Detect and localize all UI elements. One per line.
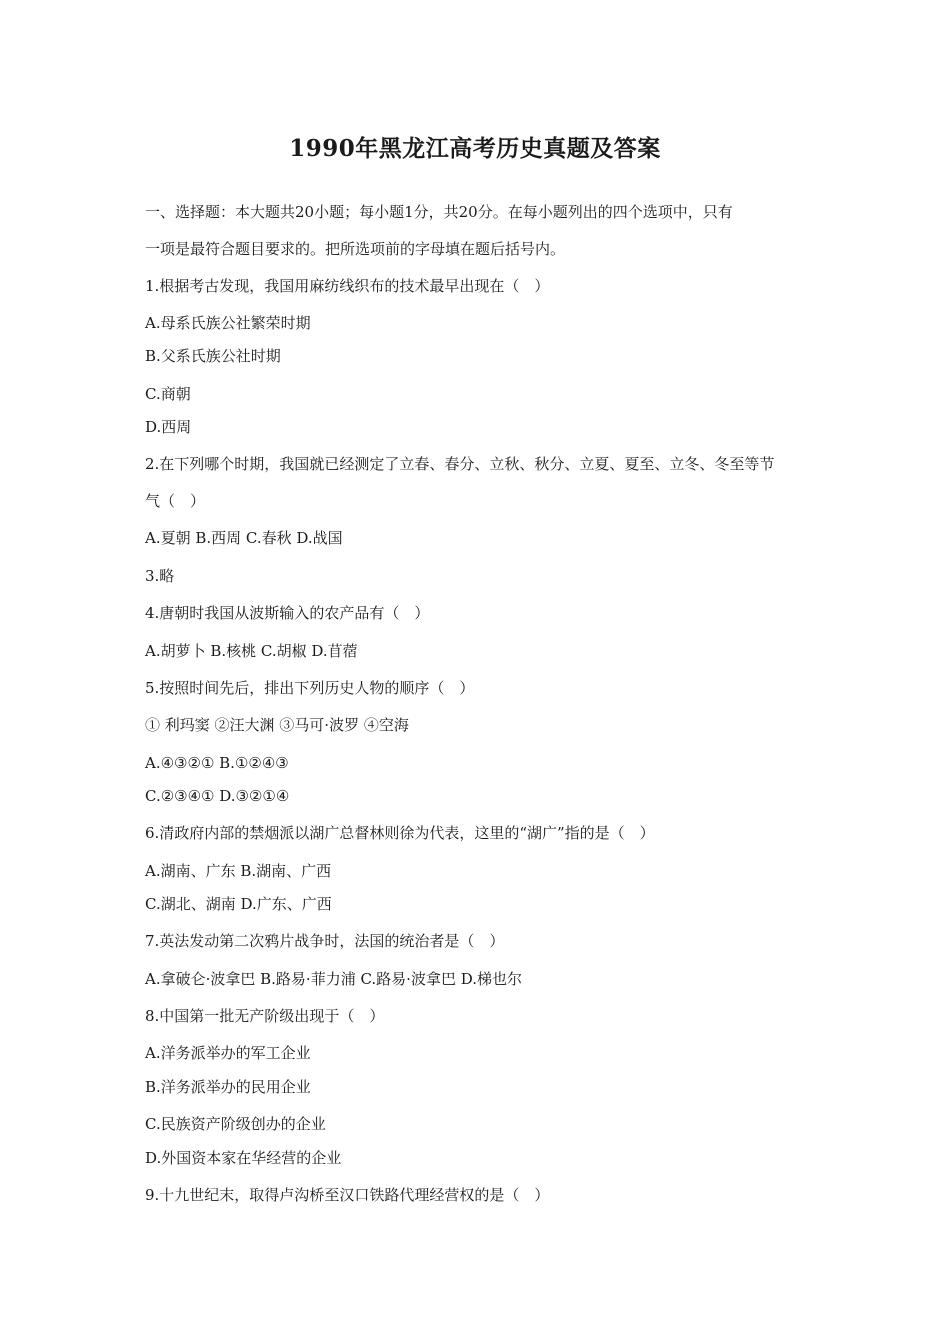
options-2: A.夏朝 B.西周 C.春秋 D.战国 xyxy=(145,529,343,547)
question-2-cont: 气（ ） xyxy=(145,492,206,510)
options-4: A.胡萝卜 B.核桃 C.胡椒 D.苜蓿 xyxy=(145,642,358,660)
question-3: 3.略 xyxy=(145,567,175,585)
options-5-cd: C.②③④① D.③②①④ xyxy=(145,787,290,805)
option-1a: A.母系氏族公社繁荣时期 xyxy=(145,314,311,332)
options-7: A.拿破仑·波拿巴 B.路易·菲力浦 C.路易·波拿巴 D.梯也尔 xyxy=(145,970,522,988)
instruction-line-1: 一、选择题：本大题共20小题；每小题1分，共20分。在每小题列出的四个选项中，只有 xyxy=(145,203,733,221)
question-5-items: ① 利玛窦 ②汪大渊 ③马可·波罗 ④空海 xyxy=(145,716,409,734)
option-8b: B.洋务派举办的民用企业 xyxy=(145,1078,311,1096)
option-8a: A.洋务派举办的军工企业 xyxy=(145,1044,311,1062)
instruction-line-2: 一项是最符合题目要求的。把所选项前的字母填在题后括号内。 xyxy=(145,240,566,258)
page-title: 1990年黑龙江高考历史真题及答案 xyxy=(289,135,661,162)
question-5: 5.按照时间先后，排出下列历史人物的顺序（ ） xyxy=(145,679,475,697)
options-6-cd: C.湖北、湖南 D.广东、广西 xyxy=(145,895,332,913)
question-9: 9.十九世纪末，取得卢沟桥至汉口铁路代理经营权的是（ ） xyxy=(145,1186,550,1204)
options-6-ab: A.湖南、广东 B.湖南、广西 xyxy=(145,862,332,880)
question-6: 6.清政府内部的禁烟派以湖广总督林则徐为代表，这里的“湖广”指的是（ ） xyxy=(145,824,655,842)
option-1d: D.西周 xyxy=(145,418,192,436)
option-1b: B.父系氏族公社时期 xyxy=(145,347,281,365)
question-4: 4.唐朝时我国从波斯输入的农产品有（ ） xyxy=(145,604,430,622)
question-8: 8.中国第一批无产阶级出现于（ ） xyxy=(145,1007,385,1025)
question-7: 7.英法发动第二次鸦片战争时，法国的统治者是（ ） xyxy=(145,932,505,950)
option-8c: C.民族资产阶级创办的企业 xyxy=(145,1115,326,1133)
options-5-ab: A.④③②① B.①②④③ xyxy=(145,754,289,772)
option-1c: C.商朝 xyxy=(145,385,191,403)
question-2: 2.在下列哪个时期，我国就已经测定了立春、春分、立秋、秋分、立夏、夏至、立冬、冬至等节 xyxy=(145,455,775,473)
question-1: 1.根据考古发现，我国用麻纺线织布的技术最早出现在（ ） xyxy=(145,277,550,295)
option-8d: D.外国资本家在华经营的企业 xyxy=(145,1149,342,1167)
